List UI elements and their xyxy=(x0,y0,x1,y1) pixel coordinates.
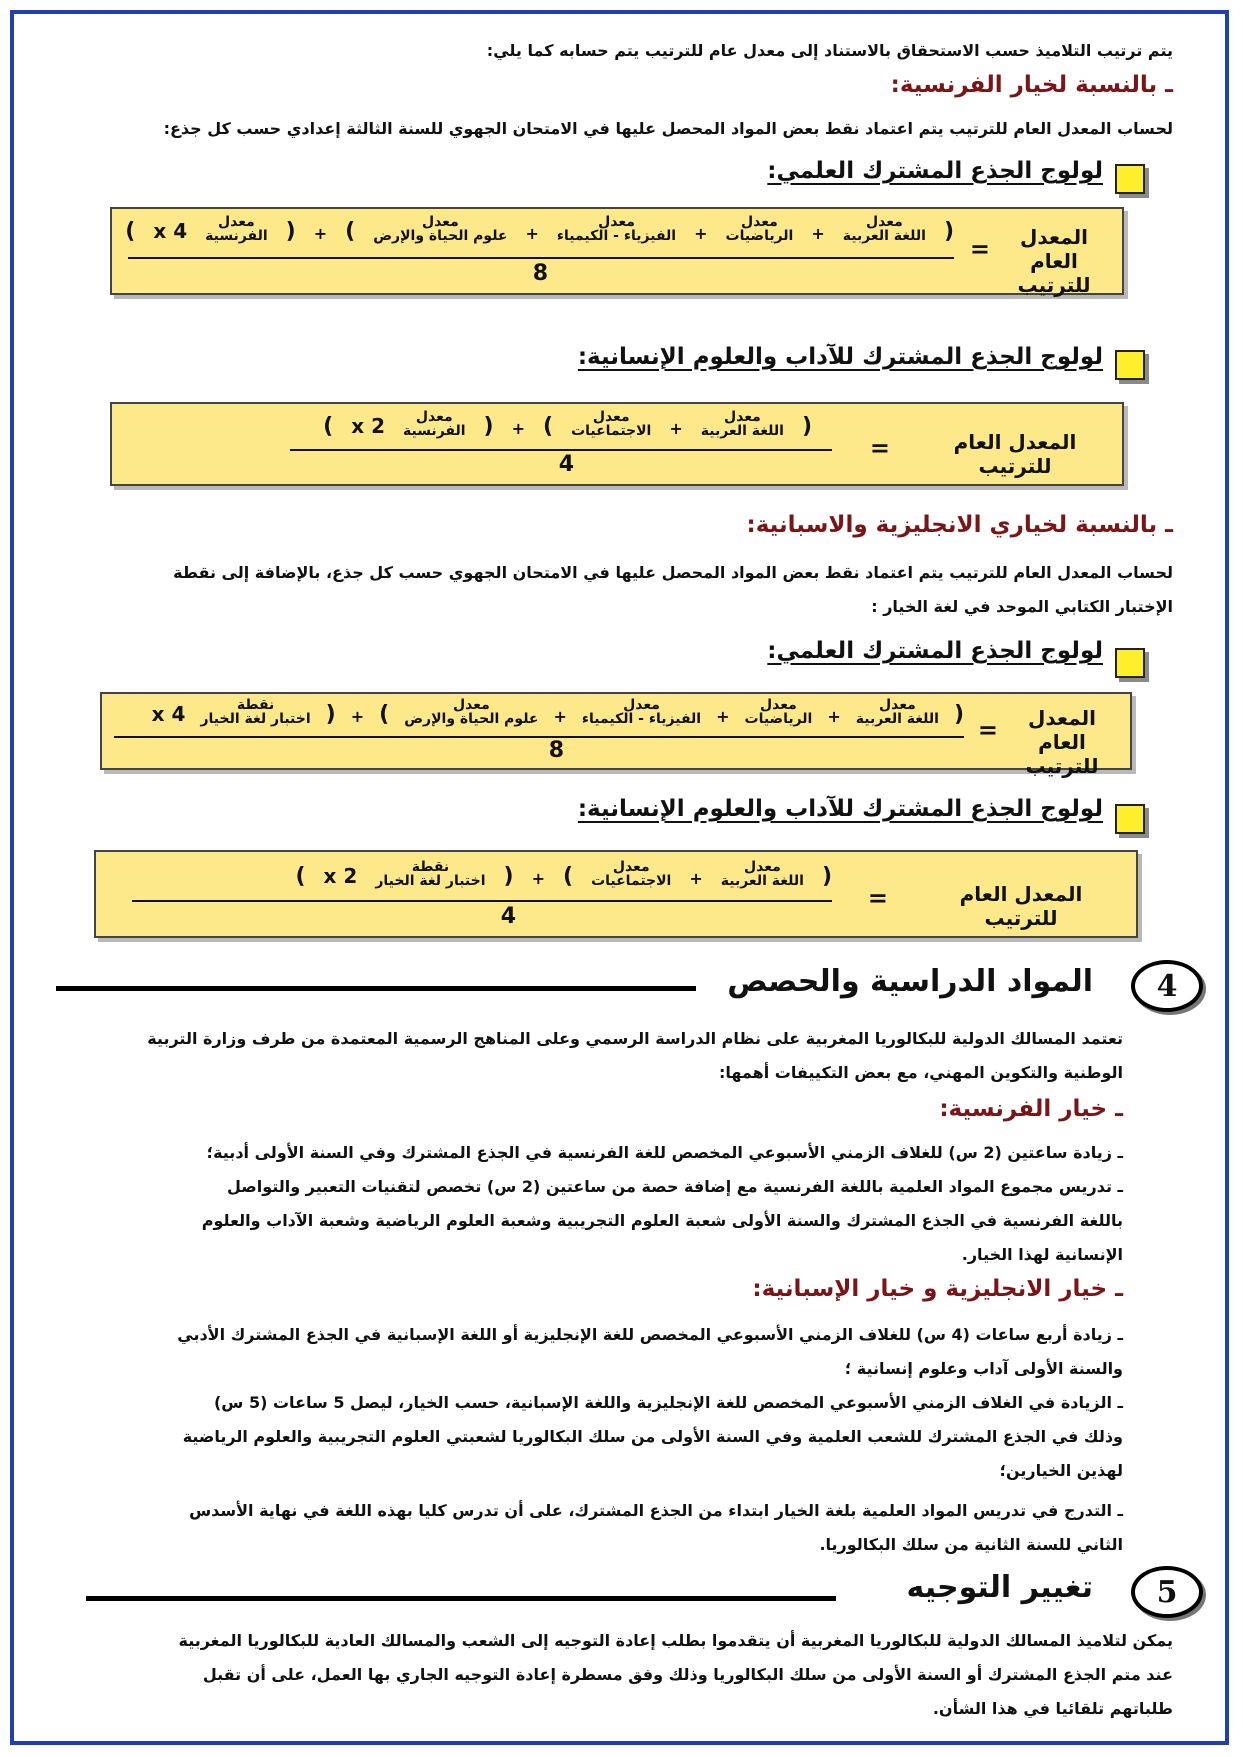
equals-sign: = xyxy=(869,434,890,462)
denominator: 8 xyxy=(532,261,548,286)
section-4-fr-2a: ـ تدريس مجموع المواد العلمية باللغة الفرنسية مع إضافة حصة من ساعتين (2 س) تخصص لتقنيات التعبير والتواصل xyxy=(227,1177,1123,1196)
sci-heading-2: لولوج الجذع المشترك العلمي: xyxy=(767,638,1103,664)
denominator: 4 xyxy=(500,904,516,929)
section-5-desc-2: عند متم الجذع المشترك أو السنة الأولى من سلك البكالوريا وذلك وفق مسطرة إعادة التوجيه الجاري بها العمل، على أن تقبل xyxy=(202,1665,1173,1684)
checkbox-icon xyxy=(1115,164,1145,194)
formula-box-3 xyxy=(100,692,1132,778)
formula-lhs: المعدل العام للترتيب xyxy=(1017,225,1091,297)
section-4-fr-2b: باللغة الفرنسية في الجذع المشترك والسنة الأولى شعبة العلوم التجريبية وشعبة العلوم الرياضية وشعبة الآداب والعلوم xyxy=(201,1211,1123,1230)
section-4-desc-2: الوطنية والتكوين المهني، مع بعض التكييفات أهمها: xyxy=(718,1063,1123,1082)
fraction-line xyxy=(114,736,964,738)
equals-sign: = xyxy=(867,884,888,912)
section-4-rule xyxy=(56,986,696,991)
formula-lhs: المعدل العام للترتيب xyxy=(959,882,1083,930)
formula-lhs: المعدل العام للترتيب xyxy=(1025,706,1099,778)
checkbox-icon xyxy=(1115,648,1145,678)
french-desc: لحساب المعدل العام للترتيب يتم اعتماد نقط بعض المواد المحصل عليها في الامتحان الجهوي للسنة الثالثة إعدادي حسب كل جذع: xyxy=(163,119,1173,138)
section-4-en-1b: والسنة الأولى آداب وعلوم إنسانية ؛ xyxy=(844,1359,1123,1378)
section-5-number: 5 xyxy=(1131,1566,1203,1618)
section-4-en-2a: ـ الزيادة في الغلاف الزمني الأسبوعي المخصص للغة الإنجليزية واللغة الإسبانية، حسب الخيار، ليصل 5 ساعات (5 س) xyxy=(213,1393,1123,1412)
sci-heading-1: لولوج الجذع المشترك العلمي: xyxy=(767,158,1103,184)
fraction-line xyxy=(290,449,832,451)
en-es-desc-1: لحساب المعدل العام للترتيب يتم اعتماد نقط بعض المواد المحصل عليها في الامتحان الجهوي حسب كل جذع، بالإضافة إلى نقطة xyxy=(173,563,1173,582)
section-4-en-3a: ـ التدرج في تدريس المواد العلمية بلغة الخيار ابتداء من الجذع المشترك، على أن تدرس كليا بهذه اللغة في نهاية الأسدس xyxy=(189,1501,1123,1520)
formula-lhs: المعدل العام للترتيب xyxy=(953,430,1077,478)
fraction-line xyxy=(132,900,832,902)
section-4-en-heading: ـ خيار الانجليزية و خيار الإسبانية: xyxy=(752,1276,1123,1302)
section-5-title: تغيير التوجيه xyxy=(906,1570,1093,1605)
section-4-fr-1: ـ زيادة ساعتين (2 س) للغلاف الزمني الأسبوعي المخصص للغة الفرنسية في الجذع المشترك وفي السنة الأولى أدبية؛ xyxy=(206,1143,1123,1162)
checkbox-icon xyxy=(1115,804,1145,834)
formula-numerator: ( معدل اللغة العربية + معدل الرياضيات + معدل الفيزياء - الكيمياء + معدل علوم الحياة والإرض ) + ( معدل الفرنسية 4 x ) xyxy=(125,214,954,244)
formula-numerator: ( معدل اللغة العربية + معدل الرياضيات + معدل الفيزياء - الكيمياء + معدل علوم الحياة والإرض ) + ( نقطة اختبار لغة الخيار 4 x xyxy=(151,697,964,727)
section-4-fr-2c: الإنسانية لهذا الخيار. xyxy=(961,1245,1123,1264)
en-es-heading: ـ بالنسبة لخياري الانجليزية والاسبانية: xyxy=(746,512,1173,538)
section-4-title: المواد الدراسية والحصص xyxy=(727,964,1093,999)
fraction-line xyxy=(128,257,954,259)
equals-sign: = xyxy=(977,716,998,744)
french-heading: ـ بالنسبة لخيار الفرنسية: xyxy=(890,72,1173,98)
formula-box-1 xyxy=(110,207,1124,295)
lit-heading-1: لولوج الجذع المشترك للآداب والعلوم الإنسانية: xyxy=(577,344,1103,370)
section-4-en-3b: الثاني للسنة الثانية من سلك البكالوريا. xyxy=(819,1535,1123,1554)
lit-heading-2: لولوج الجذع المشترك للآداب والعلوم الإنسانية: xyxy=(577,796,1103,822)
formula-box-4 xyxy=(94,850,1138,938)
denominator: 4 xyxy=(558,452,574,477)
formula-numerator: ( معدل اللغة العربية + معدل الاجتماعيات ) + ( نقطة اختبار لغة الخيار 2 x ) xyxy=(295,859,832,889)
section-4-en-1a: ـ زيادة أربع ساعات (4 س) للغلاف الزمني الأسبوعي المخصص للغة الإنجليزية أو اللغة الإسبانية في الجذع المشترك الأدبي xyxy=(177,1325,1123,1344)
section-5-desc-1: يمكن لتلاميذ المسالك الدولية للبكالوريا المغربية أن يتقدموا بطلب إعادة التوجيه إلى الشعب والمسالك العادية للبكالوريا المغربية xyxy=(178,1631,1173,1650)
section-5-rule xyxy=(86,1596,836,1601)
section-5-desc-3: طلباتهم تلقائيا في هذا الشأن. xyxy=(932,1699,1173,1718)
section-4-desc-1: تعتمد المسالك الدولية للبكالوريا المغربية على نظام الدراسة الرسمي وعلى المناهج الرسمية المعتمدة من طرف وزارة التربية xyxy=(147,1029,1123,1048)
checkbox-icon xyxy=(1115,350,1145,380)
section-4-en-2c: لهذين الخيارين؛ xyxy=(999,1461,1123,1480)
formula-box-2 xyxy=(110,402,1124,486)
section-4-en-2b: وذلك في الجذع المشترك للشعب العلمية وفي السنة الأولى من سلك البكالوريا لشعبتي العلوم التجريبية والعلوم الرياضية xyxy=(182,1427,1123,1446)
en-es-desc-2: الإختبار الكتابي الموحد في لغة الخيار : xyxy=(871,597,1173,616)
section-4-number: 4 xyxy=(1131,960,1203,1012)
denominator: 8 xyxy=(548,738,564,763)
equals-sign: = xyxy=(969,235,990,263)
section-4-fr-heading: ـ خيار الفرنسية: xyxy=(939,1096,1123,1122)
intro-text: يتم ترتيب التلاميذ حسب الاستحقاق بالاستناد إلى معدل عام للترتيب يتم حسابه كما يلي: xyxy=(486,41,1173,60)
formula-numerator: ( معدل اللغة العربية + معدل الاجتماعيات ) + ( معدل الفرنسية 2 x ) xyxy=(323,409,812,439)
